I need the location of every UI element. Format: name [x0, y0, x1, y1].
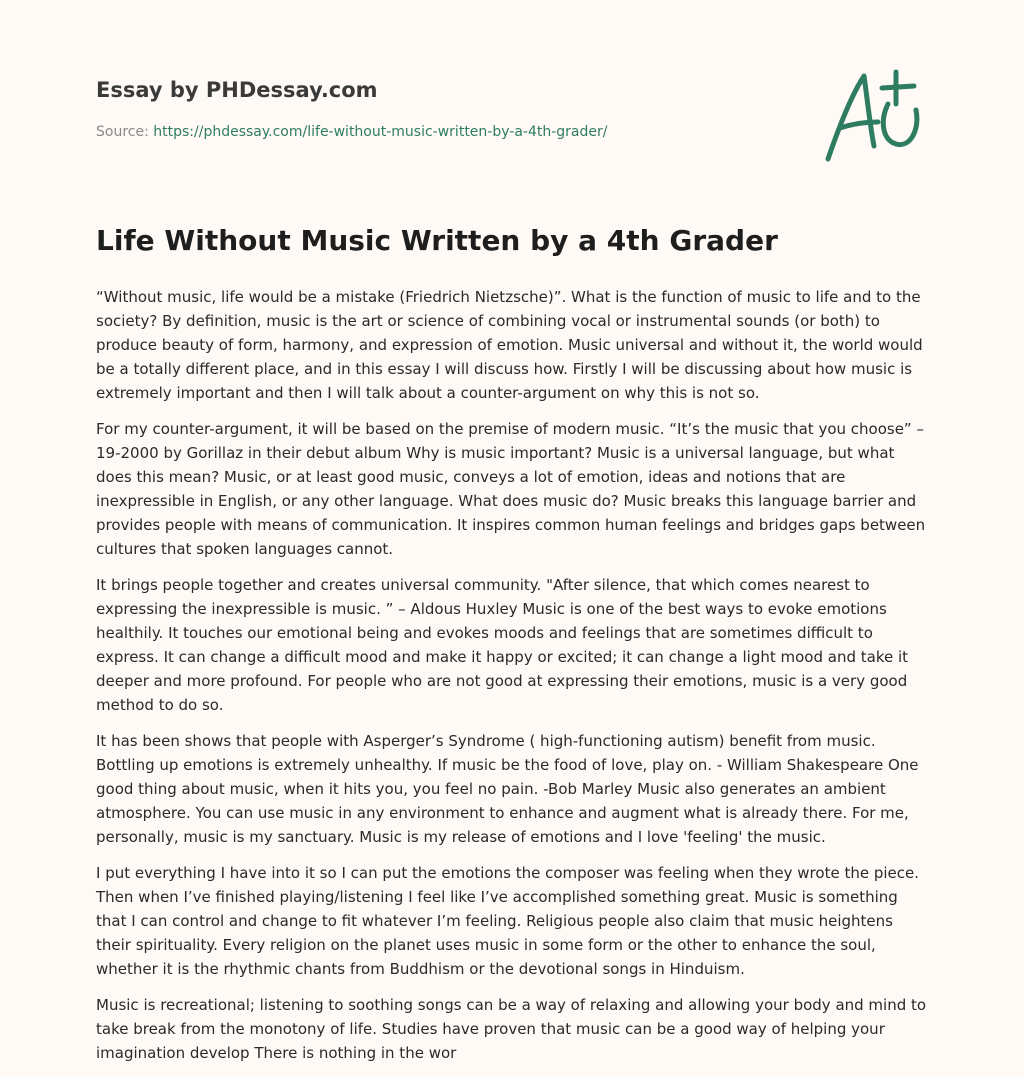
essay-title: Life Without Music Written by a 4th Grader	[96, 224, 778, 257]
paragraph: “Without music, life would be a mistake (Friedrich Nietzsche)”. What is the function of music to life and to the society? By definition, music is the art or science of combining vocal or instrumental sounds (or both) to produce beauty of form, harmony, and expression of emotion. Music universal and without it, the world would be a totally different place, and in this essay I will discuss how. Firstly I will be discussing about how music is extremely important and then I will talk about a counter-argument on why this is not so.	[96, 288, 923, 402]
paragraph: It brings people together and creates universal community. "After silence, that which comes nearest to expressing the inexpressible is music. ” – Aldous Huxley Music is one of the best ways to evoke emotions healthily. It touches our emotional being and evokes moods and feelings that are sometimes difficult to express. It can change a difficult mood and make it happy or excited; it can change a light mood and take it deeper and more profound. For people who are not good at expressing their emotions, music is a very good method to do so.	[96, 576, 909, 714]
paragraph: I put everything I have into it so I can put the emotions the composer was feeling when they wrote the piece. Then when I’ve finished playing/listening I feel like I’ve accomplished something great. Music is something that I can control and change to fit whatever I’m feeling. Religious people also claim that music heightens their spirituality. Every religion on the planet uses music in some form or the other to enhance the soul, whether it is the rhythmic chants from Buddhism or the devotional songs in Hinduism.	[96, 864, 920, 978]
essay-body	[96, 285, 932, 1077]
paragraph: Music is recreational; listening to soothing songs can be a way of relaxing and allowing your body and mind to take break from the monotony of life. Studies have proven that music can be a good way of helping your imagination develop There is nothing in the wor	[96, 996, 927, 1062]
source-label: Source:	[96, 124, 154, 140]
paragraph: For my counter-argument, it will be based on the premise of modern music. “It’s the music that you choose” – 19-2000 by Gorillaz in their debut album Why is music important? Music is a universal language, but what does this mean? Music, or at least good music, conveys a lot of emotion, ideas and notions that are inexpressible in English, or any other language. What does music do? Music breaks this language barrier and provides people with means of communication. It inspires common human feelings and bridges gaps between cultures that spoken languages cannot.	[96, 420, 926, 558]
a-plus-icon	[818, 64, 928, 166]
brand-title: Essay by PHDessay.com	[96, 78, 378, 102]
paragraph: It has been shows that people with Asperger’s Syndrome ( high-functioning autism) benefit from music. Bottling up emotions is extremely unhealthy. If music be the food of love, play on. - William Shakespeare One good thing about music, when it hits you, you feel no pain. -Bob Marley Music also generates an ambient atmosphere. You can use music in any environment to enhance and augment what is already there. For me, personally, music is my sanctuary. Music is my release of emotions and I love 'feeling' the music.	[96, 732, 919, 846]
source-link[interactable]: https://phdessay.com/life-without-music-written-by-a-4th-grader/	[153, 124, 608, 140]
source-line	[96, 124, 607, 140]
